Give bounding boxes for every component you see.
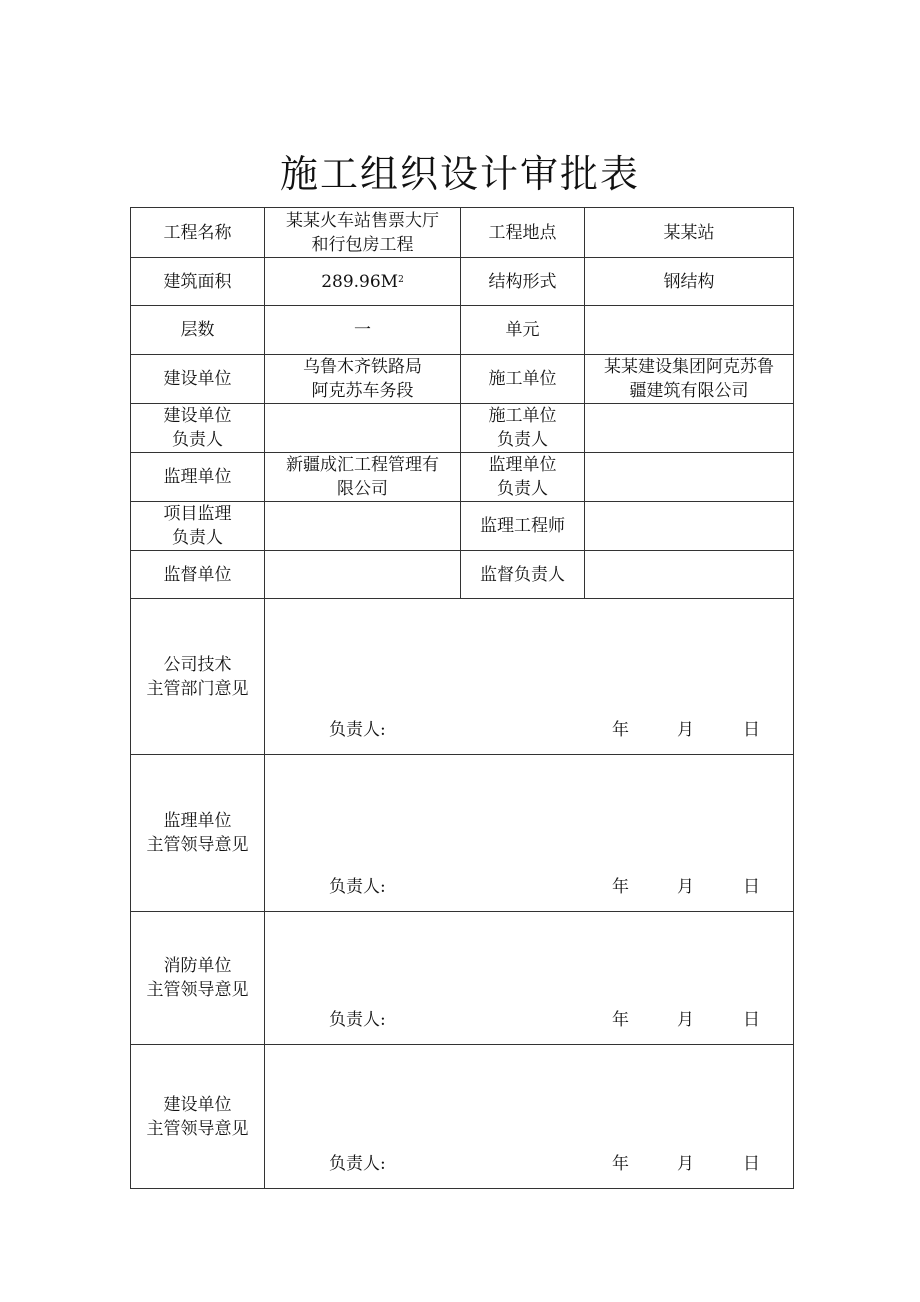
month-label: 月: [677, 720, 694, 740]
year-label: 年: [612, 1154, 629, 1174]
client-manager-label: 建设单位 负责人: [131, 404, 265, 453]
opinion-label-supervision: 监理单位 主管领导意见: [131, 755, 265, 912]
opinion-label-fire: 消防单位 主管领导意见: [131, 912, 265, 1045]
opinion-area-fire[interactable]: [265, 912, 794, 1045]
units-value[interactable]: [585, 306, 794, 355]
supervision-manager-label: 监理单位 负责人: [461, 453, 585, 502]
project-name-label: 工程名称: [131, 208, 265, 258]
building-area-unit-exponent: 2: [398, 274, 404, 285]
day-label: 日: [743, 1010, 760, 1030]
floors-label: 层数: [131, 306, 265, 355]
project-supervisor-label: 项目监理 负责人: [131, 502, 265, 551]
row-building-area: [131, 258, 794, 306]
row-responsible-persons: [131, 404, 794, 453]
year-label: 年: [612, 1010, 629, 1030]
building-area-value[interactable]: [265, 258, 461, 306]
oversight-manager-value[interactable]: [585, 551, 794, 599]
supervision-engineer-value[interactable]: [585, 502, 794, 551]
project-name-value[interactable]: 某某火车站售票大厅 和行包房工程: [265, 208, 461, 258]
project-supervisor-value[interactable]: [265, 502, 461, 551]
month-label: 月: [677, 1010, 694, 1030]
month-label: 月: [677, 1154, 694, 1174]
opinion-label-company-tech: 公司技术 主管部门意见: [131, 599, 265, 755]
client-unit-value[interactable]: 乌鲁木齐铁路局 阿克苏车务段: [265, 355, 461, 404]
signature-line: [265, 875, 793, 899]
project-location-label: 工程地点: [461, 208, 585, 258]
day-label: 日: [743, 1154, 760, 1174]
signature-line: [265, 1008, 793, 1032]
day-label: 日: [743, 720, 760, 740]
floors-value[interactable]: 一: [265, 306, 461, 355]
contractor-unit-value[interactable]: 某某建设集团阿克苏鲁 疆建筑有限公司: [585, 355, 794, 404]
day-label: 日: [743, 877, 760, 897]
contractor-unit-label: 施工单位: [461, 355, 585, 404]
signature-line: [265, 1152, 793, 1176]
project-location-value[interactable]: 某某站: [585, 208, 794, 258]
row-floors: [131, 306, 794, 355]
oversight-unit-value[interactable]: [265, 551, 461, 599]
structure-type-label: 结构形式: [461, 258, 585, 306]
supervision-manager-value[interactable]: [585, 453, 794, 502]
year-label: 年: [612, 877, 629, 897]
oversight-manager-label: 监督负责人: [461, 551, 585, 599]
supervision-engineer-label: 监理工程师: [461, 502, 585, 551]
contractor-manager-value[interactable]: [585, 404, 794, 453]
supervision-unit-label: 监理单位: [131, 453, 265, 502]
approval-form-table: [130, 207, 794, 1189]
responsible-person-label: 负责人:: [329, 1154, 386, 1174]
row-construction-client: [131, 355, 794, 404]
row-oversight: [131, 551, 794, 599]
row-supervision-unit: [131, 453, 794, 502]
row-opinion-client: [131, 1045, 794, 1189]
opinion-label-client: 建设单位 主管领导意见: [131, 1045, 265, 1189]
structure-type-value[interactable]: 钢结构: [585, 258, 794, 306]
row-project-supervisor: [131, 502, 794, 551]
row-opinion-company-tech: [131, 599, 794, 755]
units-label: 单元: [461, 306, 585, 355]
client-manager-value[interactable]: [265, 404, 461, 453]
opinion-area-supervision[interactable]: [265, 755, 794, 912]
building-area-label: 建筑面积: [131, 258, 265, 306]
client-unit-label: 建设单位: [131, 355, 265, 404]
responsible-person-label: 负责人:: [329, 1010, 386, 1030]
responsible-person-label: 负责人:: [329, 877, 386, 897]
page-title: 施工组织设计审批表: [279, 152, 640, 196]
opinion-area-company-tech[interactable]: [265, 599, 794, 755]
responsible-person-label: 负责人:: [329, 720, 386, 740]
month-label: 月: [677, 877, 694, 897]
building-area-number: 289.96M: [321, 271, 399, 292]
supervision-unit-value[interactable]: 新疆成汇工程管理有 限公司: [265, 453, 461, 502]
row-project-name: [131, 208, 794, 258]
oversight-unit-label: 监督单位: [131, 551, 265, 599]
signature-line: [265, 718, 793, 742]
contractor-manager-label: 施工单位 负责人: [461, 404, 585, 453]
row-opinion-supervision: [131, 755, 794, 912]
opinion-area-client[interactable]: [265, 1045, 794, 1189]
year-label: 年: [612, 720, 629, 740]
row-opinion-fire: [131, 912, 794, 1045]
